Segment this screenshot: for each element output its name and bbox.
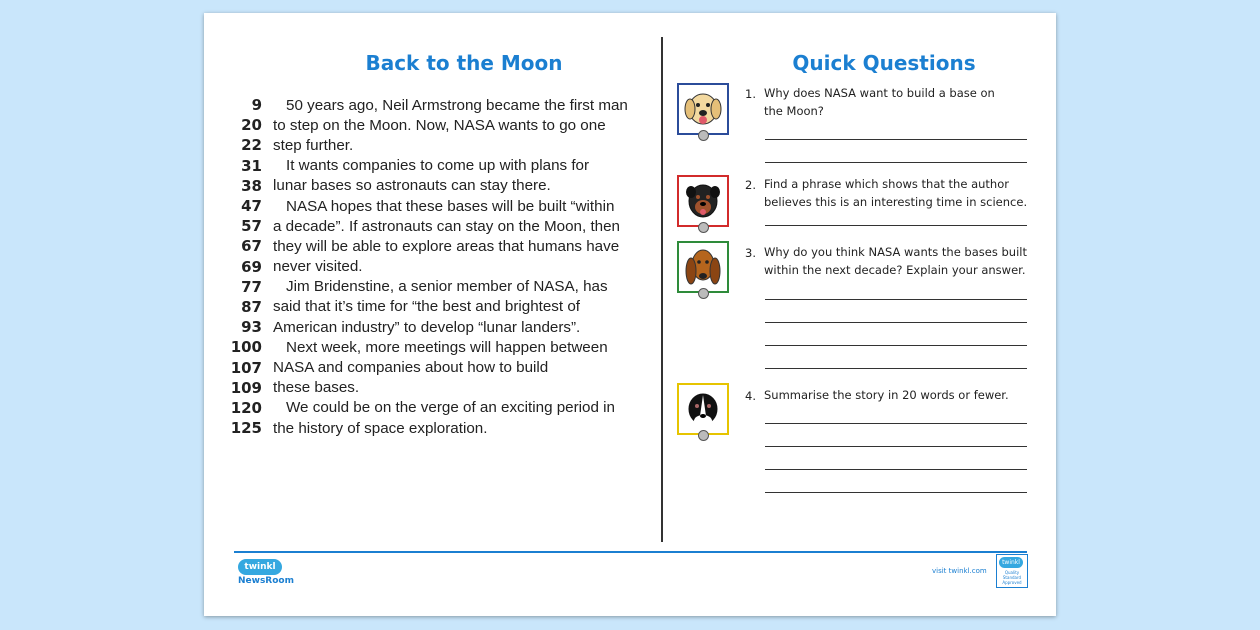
story-line [224,216,664,236]
story-line [224,398,664,418]
question-4-text: Summarise the story in 20 words or fewer. [764,388,1009,402]
word-count-number: 47 [241,197,262,216]
answer-line[interactable] [765,162,1027,163]
answer-line[interactable] [765,139,1027,140]
story-line-text: 50 years ago, Neil Armstrong became the first man [286,96,628,114]
story-line [224,418,664,438]
question-3-text: Why do you think NASA wants the bases built within the next decade? Explain your answer. [764,245,1027,277]
story-title: Back to the Moon [365,51,563,75]
word-count-number: 87 [241,297,262,316]
story-text [224,95,664,438]
question-2-number: 2. [745,178,756,192]
story-line-text: said that it’s time for “the best and brightest of [273,298,581,316]
word-count-number: 20 [241,116,262,135]
story-line [224,357,664,377]
story-line [224,95,664,115]
word-count-number: 38 [241,176,262,195]
story-line-text: never visited. [273,258,363,276]
badge-top-text: twinkl [999,557,1023,568]
word-count-number: 22 [241,136,262,155]
story-line [224,277,664,297]
story-line [224,297,664,317]
question-3-number: 3. [745,246,756,260]
answer-line[interactable] [765,225,1027,226]
story-line-text: the history of space exploration. [273,419,488,437]
footer-divider [234,551,1027,553]
answer-line[interactable] [765,345,1027,346]
collie-icon [677,383,729,435]
twinkl-newsroom-logo[interactable] [238,559,294,589]
worksheet-page [204,13,1056,616]
word-count-number: 120 [230,398,262,417]
word-count-number: 31 [241,156,262,175]
story-line-text: lunar bases so astronauts can stay there. [273,177,551,195]
answer-line[interactable] [765,299,1027,300]
answer-line[interactable] [765,368,1027,369]
question-1-text: Why does NASA want to build a base on the Moon? [764,86,995,118]
word-count-number: 9 [251,96,262,115]
story-line-text: It wants companies to come up with plans for [286,157,590,175]
story-line-text: to step on the Moon. Now, NASA wants to go one [273,116,606,134]
answer-line[interactable] [765,322,1027,323]
word-count-number: 93 [241,318,262,337]
bloodhound-icon [677,241,729,293]
word-count-number: 67 [241,237,262,256]
story-line [224,196,664,216]
story-line-text: NASA hopes that these bases will be built “within [286,197,615,215]
story-line [224,337,664,357]
story-line-text: NASA and companies about how to build [273,359,549,377]
story-line [224,236,664,256]
badge-text: Quality Standard Approved [1002,570,1022,585]
questions-title: Quick Questions [792,51,976,75]
story-line-text: these bases. [273,379,360,397]
story-line [224,176,664,196]
dog-tag-icon [698,222,709,233]
answer-line[interactable] [765,469,1027,470]
story-line-text: We could be on the verge of an exciting period in [286,399,615,417]
story-line-text: they will be able to explore areas that humans have [273,237,620,255]
answer-line[interactable] [765,446,1027,447]
word-count-number: 57 [241,217,262,236]
story-line [224,378,664,398]
story-line-text: Jim Bridenstine, a senior member of NASA, has [286,278,608,296]
rottweiler-icon [677,175,729,227]
visit-link[interactable]: visit twinkl.com [932,567,987,575]
story-line-text: American industry” to develop “lunar landers”. [273,318,581,336]
golden-retriever-icon [677,83,729,135]
word-count-number: 69 [241,257,262,276]
story-line [224,135,664,155]
word-count-number: 107 [230,358,262,377]
story-line [224,317,664,337]
answer-line[interactable] [765,492,1027,493]
dog-tag-icon [698,430,709,441]
story-line [224,115,664,135]
story-line [224,156,664,176]
word-count-number: 109 [230,378,262,397]
answer-line[interactable] [765,423,1027,424]
story-line [224,257,664,277]
story-line-text: a decade”. If astronauts can stay on the Moon, then [273,217,620,235]
quality-badge [996,554,1028,588]
question-4-number: 4. [745,389,756,403]
logo-bottom-text: NewsRoom [238,576,294,586]
dog-tag-icon [698,288,709,299]
question-1-number: 1. [745,87,756,101]
story-line-text: step further. [273,136,354,154]
word-count-number: 77 [241,277,262,296]
dog-tag-icon [698,130,709,141]
logo-top-text: twinkl [238,559,282,575]
word-count-number: 125 [230,419,262,438]
story-line-text: Next week, more meetings will happen between [286,338,608,356]
question-2-text: Find a phrase which shows that the author believes this is an interesting time in science. [764,177,1028,209]
word-count-number: 100 [230,338,262,357]
